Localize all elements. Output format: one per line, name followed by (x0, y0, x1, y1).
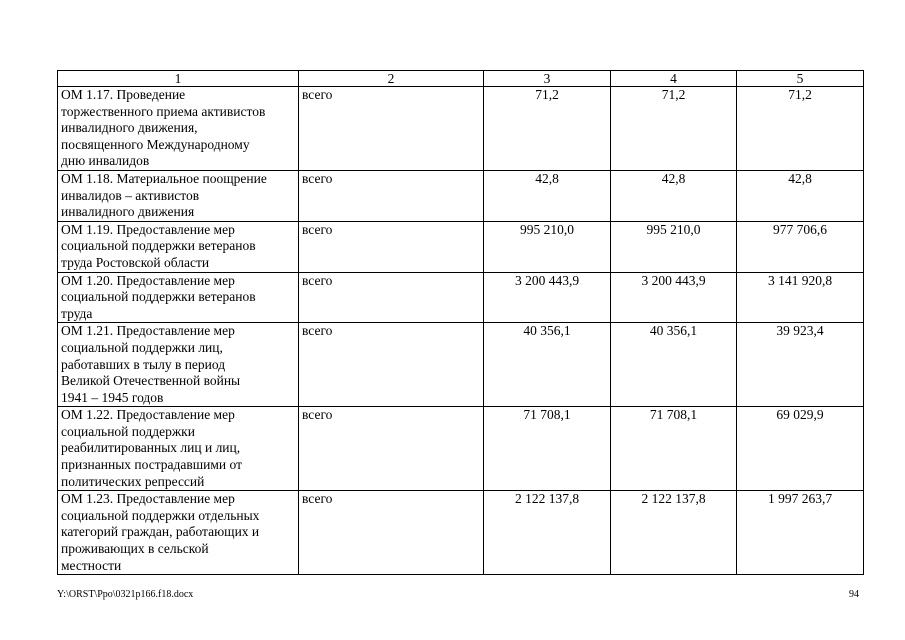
value-col3-cell: 3 200 443,9 (484, 272, 611, 323)
header-cell-1: 1 (58, 71, 299, 87)
table-row (58, 491, 864, 575)
measure-name-cell (58, 407, 299, 491)
value-col5-cell: 1 997 263,7 (737, 491, 864, 575)
funding-type-cell: всего (299, 407, 484, 491)
measure-name-line: признанных пострадавшими от (61, 457, 242, 473)
table-row (58, 272, 864, 323)
funding-type-cell: всего (299, 221, 484, 272)
measure-name-line: труда Ростовской области (61, 254, 210, 270)
funding-type-cell: всего (299, 272, 484, 323)
measure-name-line: местности (61, 557, 122, 573)
value-col3-cell: 995 210,0 (484, 221, 611, 272)
measure-name-line: ОМ 1.23. Предоставление мер (61, 491, 235, 507)
measure-name-line: ОМ 1.22. Предоставление мер (61, 407, 235, 423)
header-cell-3: 3 (484, 71, 611, 87)
header-cell-4: 4 (611, 71, 737, 87)
measure-name-line: категорий граждан, работающих и (61, 524, 260, 540)
value-col3-cell: 2 122 137,8 (484, 491, 611, 575)
value-col3-cell: 71 708,1 (484, 407, 611, 491)
measure-name-line: ОМ 1.17. Проведение (61, 87, 186, 102)
measure-name-line: политических репрессий (61, 473, 205, 489)
value-col4-cell: 2 122 137,8 (611, 491, 737, 575)
document-file-path: Y:\ORST\Ppo\0321p166.f18.docx (57, 589, 194, 600)
measure-name-line: социальной поддержки (61, 423, 195, 439)
measure-name-line: инвалидного движения (61, 204, 195, 220)
measure-name-line: посвященного Международному (61, 136, 250, 152)
table-row (58, 87, 864, 171)
measure-name-line: ОМ 1.19. Предоставление мер (61, 221, 235, 237)
funding-type-cell: всего (299, 323, 484, 407)
measure-name-line: социальной поддержки ветеранов (61, 289, 256, 305)
measure-name-line: социальной поддержки ветеранов (61, 238, 256, 254)
measure-name-line: ОМ 1.20. Предоставление мер (61, 272, 235, 288)
value-col4-cell: 42,8 (611, 170, 737, 221)
measure-name-cell (58, 323, 299, 407)
measure-name-line: Великой Отечественной войны (61, 373, 241, 389)
measure-name-line: ОМ 1.21. Предоставление мер (61, 323, 235, 339)
measure-name-line: инвалидного движения, (61, 120, 198, 136)
value-col4-cell: 40 356,1 (611, 323, 737, 407)
value-col5-cell: 69 029,9 (737, 407, 864, 491)
header-cell-2: 2 (299, 71, 484, 87)
value-col5-cell: 71,2 (737, 87, 864, 171)
value-col3-cell: 71,2 (484, 87, 611, 171)
measure-name-line: реабилитированных лиц и лиц, (61, 440, 241, 456)
table-header-row (58, 71, 864, 87)
table-row (58, 170, 864, 221)
funding-type-cell: всего (299, 87, 484, 171)
measure-name-cell (58, 272, 299, 323)
measure-name-cell (58, 87, 299, 171)
value-col4-cell: 71,2 (611, 87, 737, 171)
value-col5-cell: 3 141 920,8 (737, 272, 864, 323)
measure-name-cell (58, 491, 299, 575)
value-col5-cell: 42,8 (737, 170, 864, 221)
table-row (58, 323, 864, 407)
table-row (58, 407, 864, 491)
value-col5-cell: 39 923,4 (737, 323, 864, 407)
header-cell-5: 5 (737, 71, 864, 87)
measure-name-line: социальной поддержки отдельных (61, 507, 260, 523)
budget-table (57, 70, 864, 575)
value-col4-cell: 71 708,1 (611, 407, 737, 491)
value-col5-cell: 977 706,6 (737, 221, 864, 272)
measure-name-line: торжественного приема активистов (61, 103, 266, 119)
measure-name-line: труда (61, 305, 93, 321)
measure-name-line: ОМ 1.18. Материальное поощрение (61, 170, 267, 186)
measure-name-line: 1941 – 1945 годов (61, 389, 164, 405)
funding-type-cell: всего (299, 170, 484, 221)
measure-name-line: дню инвалидов (61, 153, 150, 169)
measure-name-line: проживающих в сельской (61, 541, 209, 557)
measure-name-cell (58, 221, 299, 272)
value-col3-cell: 42,8 (484, 170, 611, 221)
measure-name-cell (58, 170, 299, 221)
measure-name-line: инвалидов – активистов (61, 187, 200, 203)
funding-type-cell: всего (299, 491, 484, 575)
measure-name-line: социальной поддержки лиц, (61, 339, 223, 355)
value-col4-cell: 3 200 443,9 (611, 272, 737, 323)
measure-name-line: работавших в тылу в период (61, 356, 226, 372)
table-row (58, 221, 864, 272)
value-col3-cell: 40 356,1 (484, 323, 611, 407)
value-col4-cell: 995 210,0 (611, 221, 737, 272)
page-number: 94 (849, 589, 859, 600)
